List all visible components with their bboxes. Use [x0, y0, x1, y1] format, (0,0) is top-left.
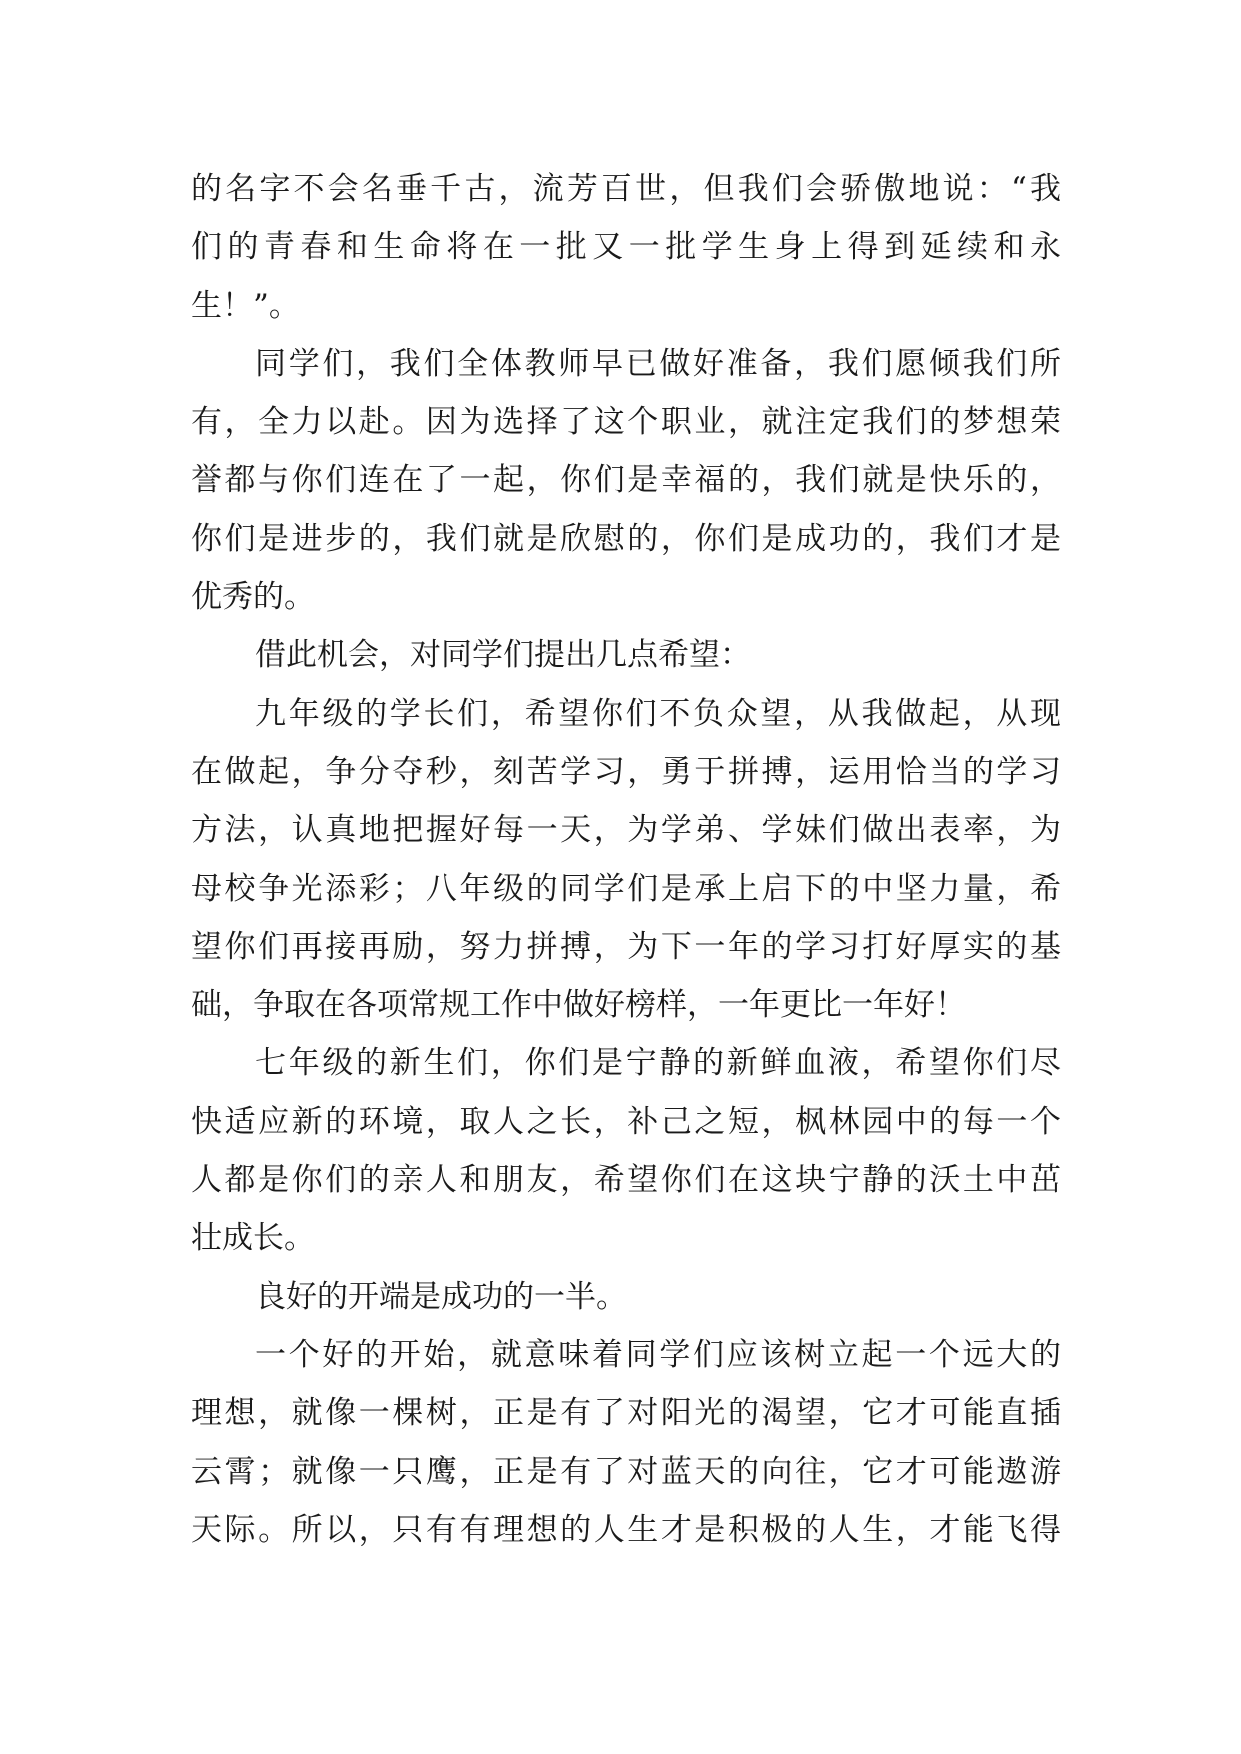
- text-line: 九年级的学长们，希望你们不负众望，从我做起，从现: [255, 695, 1061, 732]
- text-line: 母校争光添彩；八年级的同学们是承上启下的中坚力量，希: [191, 870, 1061, 907]
- text-line: 础，争取在各项常规工作中做好榜样，一年更比一年好！: [191, 987, 966, 1024]
- text-line: 借此机会，对同学们提出几点希望：: [255, 637, 751, 674]
- text-line: 天际。所以，只有有理想的人生才是积极的人生，才能飞得: [191, 1511, 1061, 1548]
- text-line: 们的青春和生命将在一批又一批学生身上得到延续和永: [191, 229, 1061, 266]
- text-line: 你们是进步的，我们就是欣慰的，你们是成功的，我们才是: [191, 520, 1061, 557]
- text-line: 快适应新的环境，取人之长，补己之短，枫林园中的每一个: [191, 1103, 1061, 1140]
- text-line: 理想，就像一棵树，正是有了对阳光的渴望，它才可能直插: [191, 1395, 1061, 1432]
- text-line: 望你们再接再励，努力拼搏，为下一年的学习打好厚实的基: [191, 928, 1061, 965]
- text-line: 方法，认真地把握好每一天，为学弟、学妹们做出表率，为: [191, 812, 1061, 849]
- text-line: 七年级的新生们，你们是宁静的新鲜血液，希望你们尽: [255, 1045, 1061, 1082]
- text-line: 的名字不会名垂千古，流芳百世，但我们会骄傲地说：“我: [191, 171, 1061, 207]
- text-line: 云霄；就像一只鹰，正是有了对蓝天的向往，它才可能遨游: [191, 1453, 1061, 1490]
- text-line: 生！”。: [191, 287, 300, 324]
- text-line: 优秀的。: [191, 579, 315, 616]
- text-line: 壮成长。: [191, 1220, 315, 1257]
- text-line: 在做起，争分夺秒，刻苦学习，勇于拼搏，运用恰当的学习: [191, 753, 1061, 790]
- text-line: 一个好的开始，就意味着同学们应该树立起一个远大的: [255, 1336, 1061, 1373]
- text-line: 有，全力以赴。因为选择了这个职业，就注定我们的梦想荣: [191, 404, 1061, 441]
- text-line: 誉都与你们连在了一起，你们是幸福的，我们就是快乐的，: [191, 462, 1061, 499]
- body-text: [191, 160, 1061, 1559]
- text-line: 良好的开端是成功的一半。: [255, 1278, 627, 1315]
- text-line: 同学们，我们全体教师早已做好准备，我们愿倾我们所: [255, 345, 1061, 382]
- text-line: 人都是你们的亲人和朋友，希望你们在这块宁静的沃土中茁: [191, 1162, 1061, 1199]
